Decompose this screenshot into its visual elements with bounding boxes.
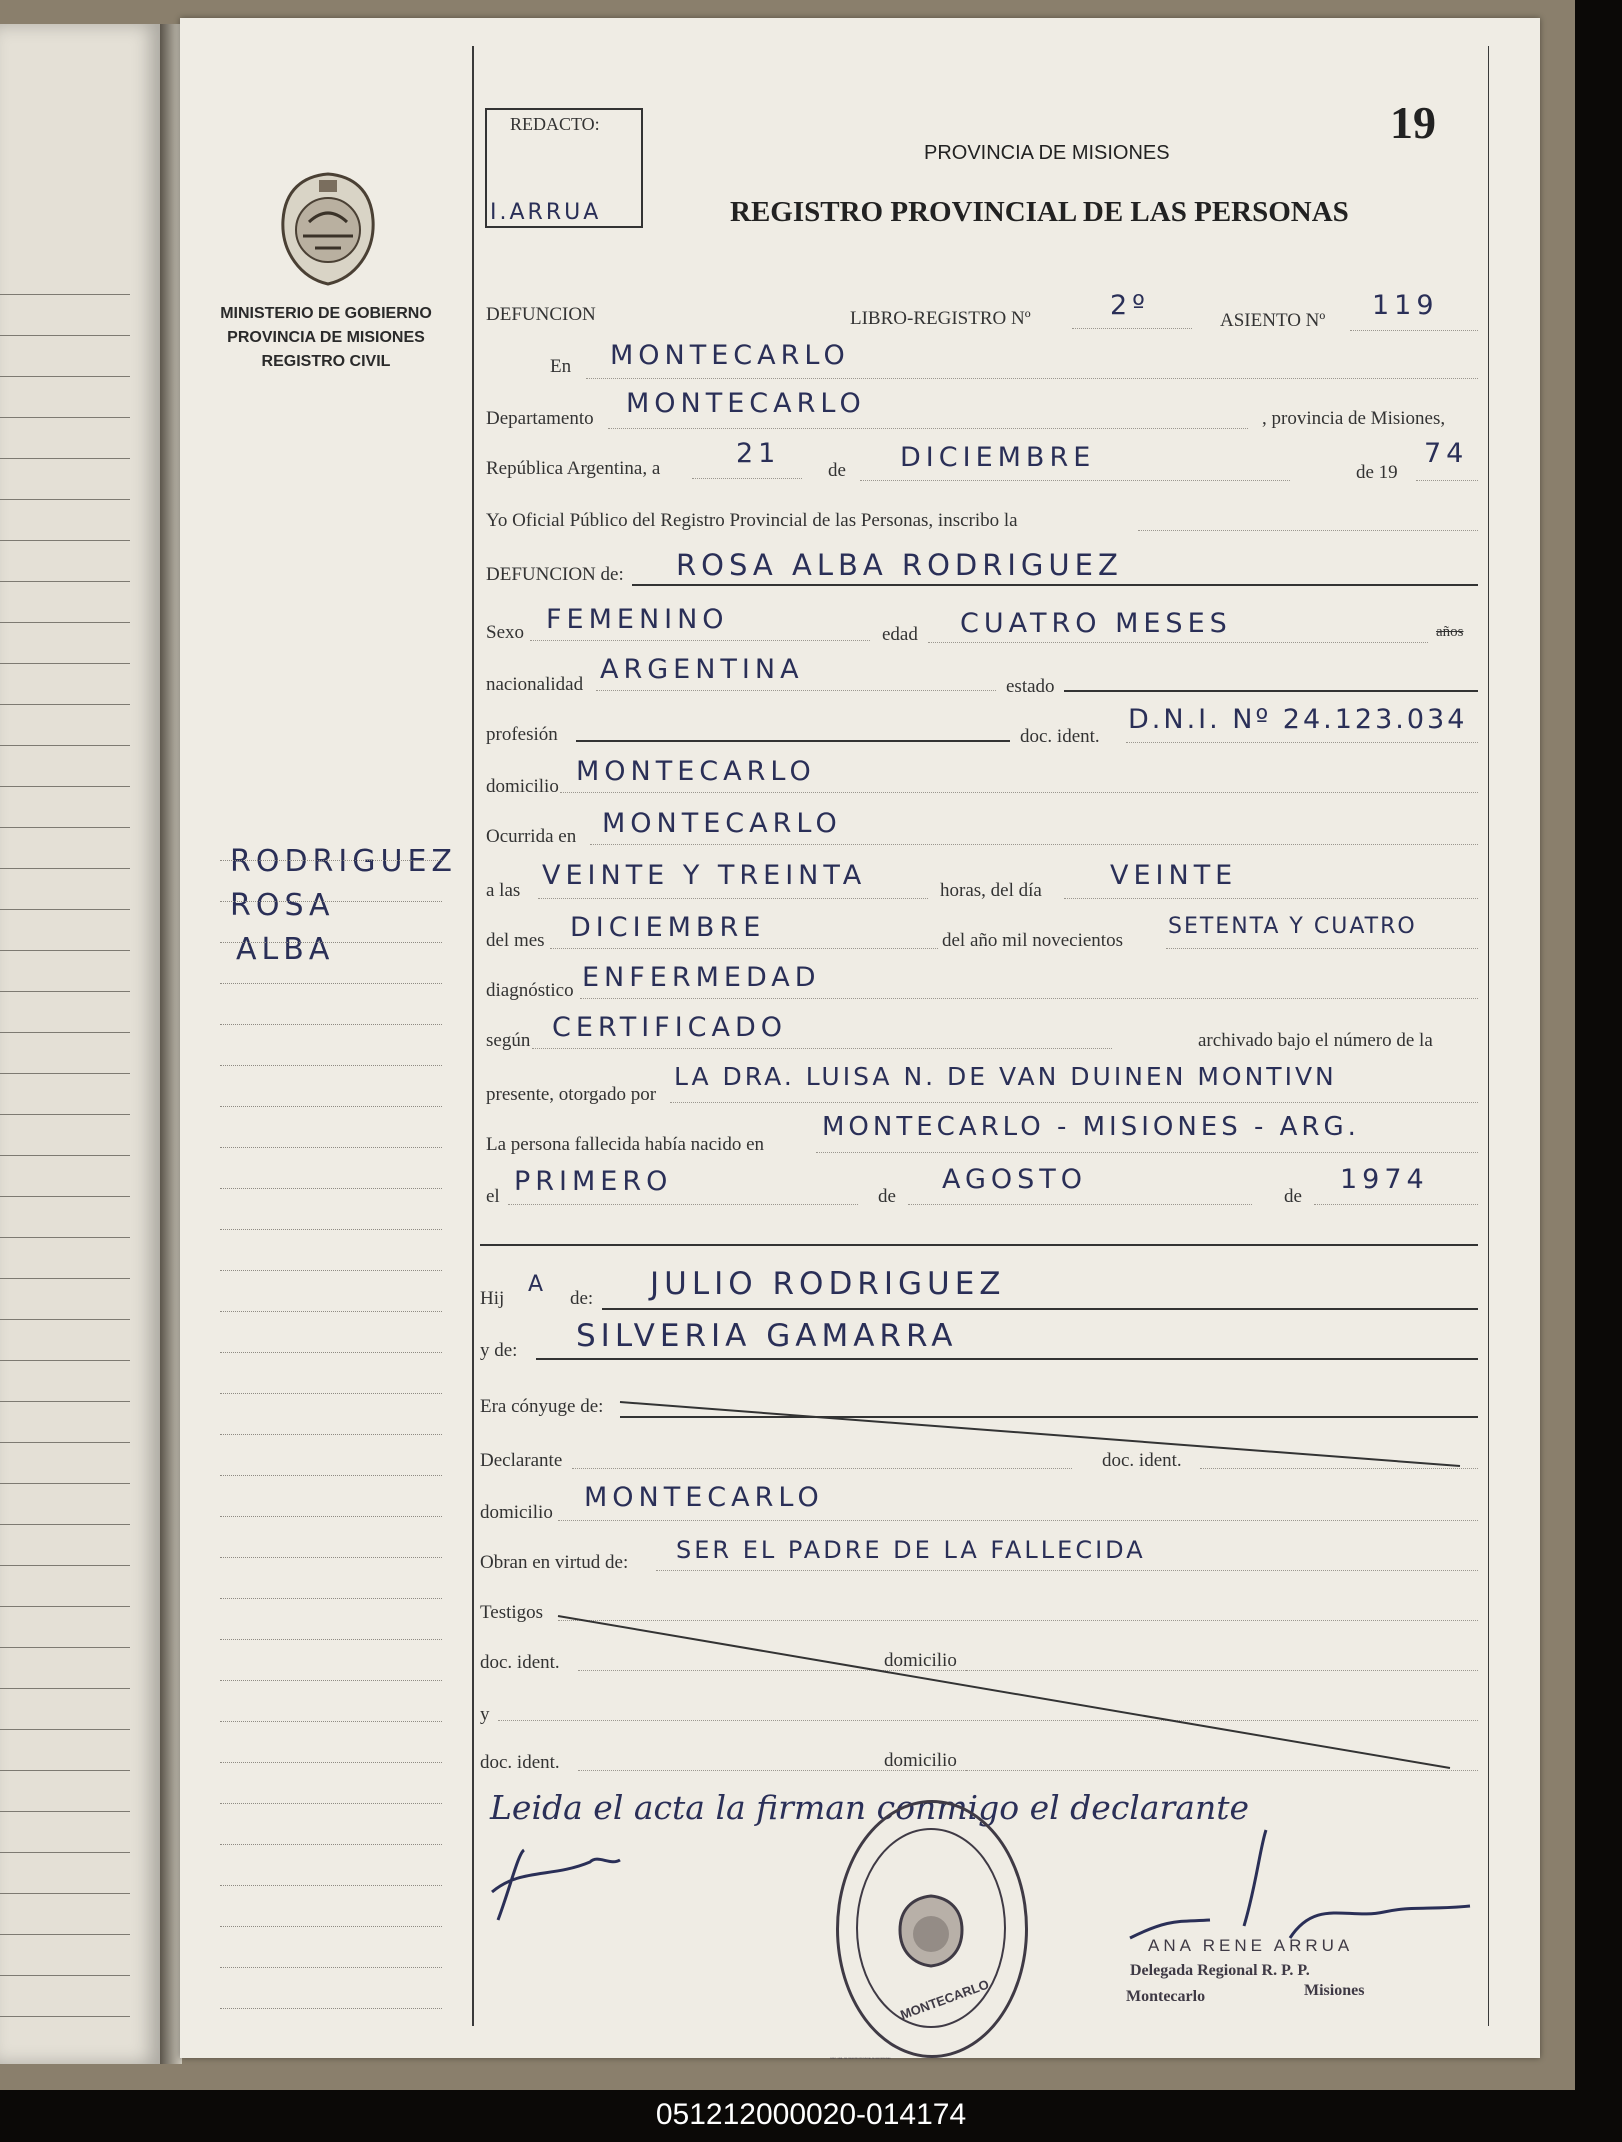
left-page-line — [0, 499, 130, 500]
left-page-line — [0, 1811, 130, 1812]
nacido-value: MONTECARLO - MISIONES - ARG. — [822, 1112, 1360, 1142]
left-page-line — [0, 540, 130, 541]
presente-value: LA DRA. LUISA N. DE VAN DUINEN MONTIVN — [674, 1062, 1337, 1091]
declarante-label: Declarante — [480, 1450, 563, 1471]
testigo2-doc-label: doc. ident. — [480, 1752, 560, 1773]
day-value: 21 — [736, 438, 781, 469]
left-page-line — [0, 827, 130, 828]
sexo-value: FEMENINO — [546, 604, 729, 635]
el-label: el — [486, 1186, 500, 1207]
left-page-line — [0, 417, 130, 418]
signer-city: Montecarlo — [1126, 1988, 1206, 2005]
asiento-label: ASIENTO Nº — [1220, 310, 1326, 331]
left-page-line — [0, 1524, 130, 1525]
republica-label: República Argentina, a — [486, 458, 661, 479]
defuncion-value: ROSA ALBA RODRIGUEZ — [676, 548, 1123, 582]
delmes-value: DICIEMBRE — [570, 912, 766, 943]
defuncion-label: DEFUNCION de: — [486, 564, 624, 585]
left-page-line — [0, 1360, 130, 1361]
en-value: MONTECARLO — [610, 340, 850, 371]
obran-label: Obran en virtud de: — [480, 1552, 629, 1573]
year-value: 74 — [1424, 438, 1469, 469]
left-page-line — [0, 294, 130, 295]
left-page-line — [0, 1032, 130, 1033]
record-type-label: DEFUNCION — [486, 304, 596, 325]
nacionalidad-value: ARGENTINA — [600, 654, 804, 685]
doc-ident-value: D.N.I. Nº 24.123.034 — [1128, 704, 1468, 735]
left-page-line — [0, 1401, 130, 1402]
declarante-domicilio-label: domicilio — [480, 1502, 553, 1523]
edad-value: CUATRO MESES — [960, 608, 1232, 639]
margin-name-first: ROSA — [230, 888, 335, 923]
left-page-line — [0, 1278, 130, 1279]
nacido-label: La persona fallecida había nacido en — [486, 1134, 764, 1155]
left-page-line — [0, 622, 130, 623]
y-label: y — [480, 1704, 490, 1725]
left-page-line — [0, 950, 130, 951]
declarante-domicilio-value: MONTECARLO — [584, 1482, 824, 1513]
testigos-label: Testigos — [480, 1602, 544, 1623]
left-page-line — [0, 786, 130, 787]
margin-name-second: ALBA — [236, 932, 335, 967]
de19-label: de 19 — [1356, 462, 1398, 483]
father-value: JULIO RODRIGUEZ — [650, 1266, 1006, 1302]
margin-name-surname: RODRIGUEZ — [230, 844, 457, 879]
en-label: En — [550, 356, 572, 377]
departamento-value: MONTECARLO — [626, 388, 866, 419]
declarante-doc-label: doc. ident. — [1102, 1450, 1182, 1471]
alas-label: a las — [486, 880, 521, 901]
horas-label: horas, del día — [940, 880, 1042, 901]
month-value: DICIEMBRE — [900, 442, 1096, 473]
registry-title: REGISTRO PROVINCIAL DE LAS PERSONAS — [730, 196, 1349, 228]
left-page-line — [0, 868, 130, 869]
libro-value: 2º — [1110, 290, 1150, 321]
left-page-line — [0, 745, 130, 746]
horas-value: VEINTE — [1110, 860, 1238, 891]
redacto-value: I.ARRUA — [490, 200, 602, 225]
signer-province: Misiones — [1304, 1982, 1365, 1999]
left-page-line — [0, 1319, 130, 1320]
ministry-line: REGISTRO CIVIL — [261, 353, 391, 370]
signer-title: Delegada Regional R. P. P. — [1130, 1962, 1310, 1979]
ministry-line: PROVINCIA DE MISIONES — [227, 329, 425, 346]
profesion-label: profesión — [486, 724, 558, 745]
conyuge-label: Era cónyuge de: — [480, 1396, 604, 1417]
mother-value: SILVERIA GAMARRA — [576, 1318, 958, 1354]
redacto-label: REDACTO: — [510, 114, 600, 134]
left-page-line — [0, 2016, 130, 2017]
diagnostico-value: ENFERMEDAD — [582, 962, 821, 993]
anio-mil-value: SETENTA Y CUATRO — [1168, 914, 1417, 939]
archivado-text: archivado bajo el número de la — [1198, 1030, 1433, 1051]
de3-label: de — [1284, 1186, 1302, 1207]
left-page-line — [0, 1114, 130, 1115]
alas-value: VEINTE Y TREINTA — [542, 860, 867, 891]
left-page-line — [0, 1647, 130, 1648]
presente-label: presente, otorgado por — [486, 1084, 657, 1105]
birth-year-value: 1974 — [1340, 1164, 1429, 1195]
left-page-line — [0, 991, 130, 992]
edad-label: edad — [882, 624, 918, 645]
left-page-line — [0, 1975, 130, 1976]
segun-value: CERTIFICADO — [552, 1012, 788, 1043]
stamp-city: MONTECARLO — [898, 1976, 991, 2023]
signer-name: ANA RENE ARRUA — [1148, 1936, 1354, 1955]
testigo1-doc-label: doc. ident. — [480, 1652, 560, 1673]
nacionalidad-label: nacionalidad — [486, 674, 584, 695]
register-page — [180, 18, 1540, 2058]
yde-label: y de: — [480, 1340, 518, 1361]
stamp-text: DIREC. GRAL. DEL REGISTRO PROVINCIAL DE LAS PERSONAS — [830, 2058, 891, 2060]
testigo1-domicilio-label: domicilio — [884, 1650, 957, 1671]
doc-ident-label: doc. ident. — [1020, 726, 1100, 747]
province-header: PROVINCIA DE MISIONES — [924, 142, 1170, 164]
estado-label: estado — [1006, 676, 1055, 697]
left-page-line — [0, 1442, 130, 1443]
left-page-line — [0, 458, 130, 459]
de-label: de — [828, 460, 846, 481]
barcode-text: 051212000020-014174 — [655, 2098, 967, 2131]
left-page-line — [0, 909, 130, 910]
oficial-text: Yo Oficial Público del Registro Provincial de las Personas, inscribo la — [486, 510, 1018, 531]
left-page-line — [0, 1237, 130, 1238]
left-page-line — [0, 1893, 130, 1894]
segun-label: según — [486, 1030, 531, 1051]
birth-month-value: AGOSTO — [942, 1164, 1088, 1195]
left-page-line — [0, 335, 130, 336]
strike-lines — [180, 18, 1540, 2058]
left-page-line — [0, 1606, 130, 1607]
obran-value: SER EL PADRE DE LA FALLECIDA — [676, 1536, 1146, 1564]
left-page-line — [0, 376, 130, 377]
delmes-label: del mes — [486, 930, 545, 951]
diagnostico-label: diagnóstico — [486, 980, 574, 1001]
departamento-label: Departamento — [486, 408, 594, 429]
left-page-line — [0, 1852, 130, 1853]
hij-label: Hij — [480, 1288, 505, 1309]
testigo2-domicilio-label: domicilio — [884, 1750, 957, 1771]
libro-label: LIBRO-REGISTRO Nº — [850, 308, 1031, 329]
leida-text: Leida el acta la firman conmigo el declarante — [490, 1788, 1250, 1827]
provincia-text: , provincia de Misiones, — [1262, 408, 1446, 429]
sexo-label: Sexo — [486, 622, 524, 643]
left-page-line — [0, 1934, 130, 1935]
left-page-line — [0, 1770, 130, 1771]
left-page-line — [0, 1688, 130, 1689]
anio-mil-label: del año mil novecientos — [942, 930, 1123, 951]
left-page-line — [0, 1729, 130, 1730]
domicilio-label: domicilio — [486, 776, 559, 797]
hij-de-label: de: — [570, 1288, 594, 1309]
left-page-line — [0, 663, 130, 664]
anos-label: años — [1436, 624, 1464, 640]
left-page-line — [0, 1155, 130, 1156]
page-number: 19 — [1390, 97, 1436, 148]
left-page-line — [0, 704, 130, 705]
left-page-line — [0, 1565, 130, 1566]
left-page-line — [0, 1196, 130, 1197]
left-page-line — [0, 1073, 130, 1074]
domicilio-value: MONTECARLO — [576, 756, 816, 787]
left-page — [0, 24, 160, 2064]
el-value: PRIMERO — [514, 1166, 673, 1197]
hij-value: A — [528, 1272, 549, 1297]
left-page-line — [0, 1483, 130, 1484]
ministry-line: MINISTERIO DE GOBIERNO — [220, 305, 432, 322]
asiento-value: 119 — [1372, 290, 1439, 321]
left-page-line — [0, 581, 130, 582]
de2-label: de — [878, 1186, 896, 1207]
stamp-emblem-icon — [896, 1894, 966, 1968]
ocurrida-label: Ocurrida en — [486, 826, 577, 847]
ocurrida-value: MONTECARLO — [602, 808, 842, 839]
book-gutter — [160, 24, 182, 2064]
